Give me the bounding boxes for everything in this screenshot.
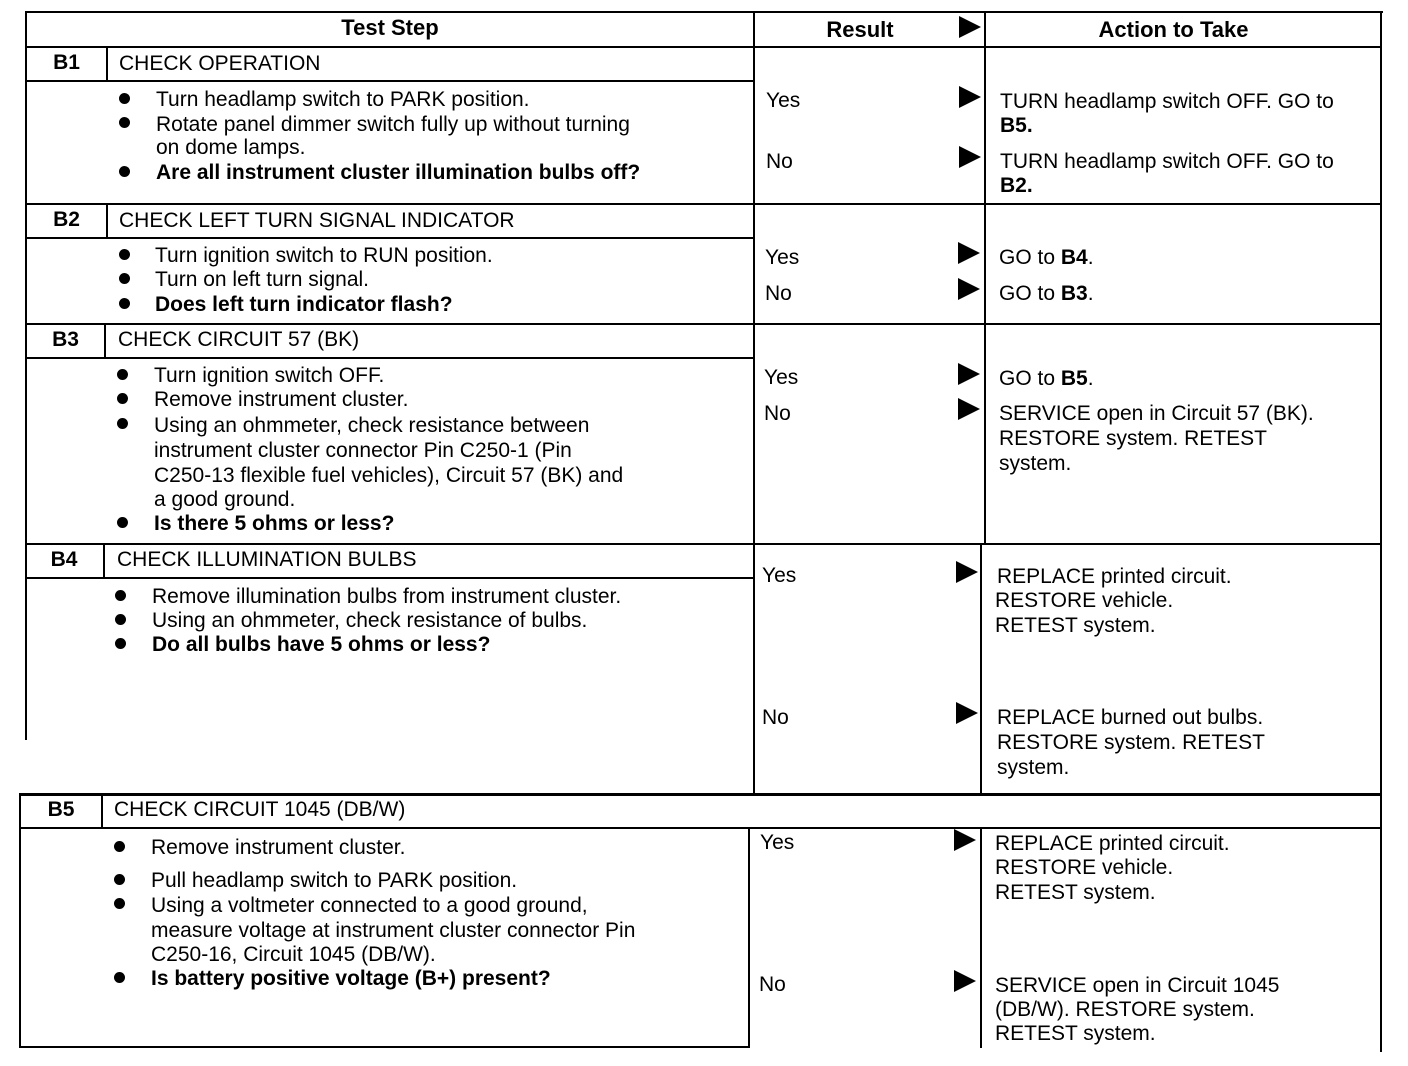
b2-action-no-suffix: .: [1087, 282, 1094, 305]
b4-title-divider: [25, 577, 754, 579]
b3-action-yes-prefix: GO to: [999, 367, 1061, 390]
b4-action-no: system.: [997, 756, 1070, 779]
bullet-icon: [119, 298, 130, 309]
b3-action-no: system.: [999, 452, 1072, 475]
bullet-icon: [115, 638, 126, 649]
bullet-icon: [117, 418, 128, 429]
bullet-icon: [115, 614, 126, 625]
bullet-icon: [117, 393, 128, 404]
b5-instruction: Pull headlamp switch to PARK position.: [151, 869, 518, 892]
b3-instruction: Remove instrument cluster.: [154, 388, 409, 411]
b2-action-yes-ref: B4: [1060, 246, 1088, 269]
b4-action-no: RESTORE system. RETEST: [997, 731, 1265, 754]
b2-question: Does left turn indicator flash?: [155, 293, 453, 316]
result-arrow-icon: [958, 278, 980, 300]
b5-title-divider: [19, 827, 1382, 829]
result-column-left-b5: [748, 828, 750, 1048]
row-divider-b3: [25, 323, 1382, 325]
b1-id-separator: [106, 47, 108, 81]
b3-instruction: Turn ignition switch OFF.: [154, 364, 385, 387]
step-id-b1: B1: [53, 51, 80, 74]
b1-title-divider: [25, 80, 754, 82]
table-left-border-lower: [19, 794, 21, 1048]
bullet-icon: [114, 898, 125, 909]
result-arrow-icon: [959, 146, 981, 168]
step-id-b4: B4: [50, 548, 78, 571]
action-column-left: [984, 11, 986, 545]
b1-action-yes-ref: B5.: [1000, 114, 1033, 137]
b3-result-no: No: [764, 402, 791, 425]
b4-instruction: Using an ohmmeter, check resistance of bulbs.: [152, 609, 588, 632]
bullet-icon: [117, 369, 128, 380]
b5-action-yes: RESTORE vehicle.: [995, 856, 1174, 879]
step-id-b2: B2: [53, 208, 80, 231]
b5-instruction: Remove instrument cluster.: [151, 836, 406, 859]
b3-instruction-cont: instrument cluster connector Pin C250-1 (Pin: [154, 439, 572, 462]
bullet-icon: [119, 166, 130, 177]
bullet-icon: [114, 841, 125, 852]
b3-instruction: Using an ohmmeter, check resistance between: [154, 414, 590, 437]
step-title-b3: CHECK CIRCUIT 57 (BK): [118, 328, 360, 351]
b3-action-no: SERVICE open in Circuit 57 (BK).: [999, 402, 1314, 425]
header-divider: [25, 46, 1382, 48]
b1-action-no: TURN headlamp switch OFF. GO to: [1000, 150, 1334, 173]
bullet-icon: [115, 590, 126, 601]
b2-result-no: No: [765, 282, 792, 305]
b1-instruction: Rotate panel dimmer switch fully up without turning: [156, 113, 630, 136]
b5-instruction-cont: measure voltage at instrument cluster connector Pin: [151, 919, 636, 942]
action-column-left-b4: [980, 545, 982, 795]
b5-result-no: No: [759, 973, 786, 996]
bullet-icon: [114, 972, 125, 983]
b4-action-yes: RESTORE vehicle.: [995, 589, 1174, 612]
b4-result-no: No: [762, 706, 789, 729]
b1-action-yes: TURN headlamp switch OFF. GO to: [1000, 90, 1334, 113]
b2-instruction: Turn ignition switch to RUN position.: [155, 244, 493, 267]
b5-instruction-cont: C250-16, Circuit 1045 (DB/W).: [151, 943, 436, 966]
b4-instruction: Remove illumination bulbs from instrument cluster.: [152, 585, 622, 608]
b1-question: Are all instrument cluster illumination bulbs off?: [156, 161, 641, 184]
b3-action-no: RESTORE system. RETEST: [999, 427, 1267, 450]
step-title-b2: CHECK LEFT TURN SIGNAL INDICATOR: [119, 209, 515, 232]
b2-title-divider: [25, 237, 754, 239]
b1-result-no: No: [766, 150, 793, 173]
b5-action-yes: RETEST system.: [995, 881, 1156, 904]
result-arrow-icon: [954, 829, 976, 851]
b4-action-no: REPLACE burned out bulbs.: [997, 706, 1264, 729]
b3-result-yes: Yes: [764, 366, 799, 389]
bullet-icon: [119, 117, 130, 128]
table-left-border-upper: [25, 11, 27, 740]
b1-instruction: Turn headlamp switch to PARK position.: [156, 88, 530, 111]
action-column-left-b5: [980, 828, 982, 1048]
header-action: Action to Take: [1098, 17, 1249, 42]
bullet-icon: [114, 874, 125, 885]
row-divider-b5: [19, 793, 1382, 796]
b5-action-no: RETEST system.: [995, 1022, 1156, 1045]
b1-action-no-ref: B2.: [1000, 174, 1033, 197]
b3-instruction-cont: a good ground.: [154, 488, 296, 511]
b2-action-yes-suffix: .: [1087, 246, 1094, 269]
result-arrow-icon: [956, 561, 978, 583]
b5-result-yes: Yes: [760, 831, 795, 854]
step-title-b4: CHECK ILLUMINATION BULBS: [117, 548, 417, 571]
bullet-icon: [119, 93, 130, 104]
result-arrow-icon: [959, 86, 981, 108]
bullet-icon: [117, 517, 128, 528]
b5-question: Is battery positive voltage (B+) present?: [151, 967, 551, 990]
b3-action-yes-suffix: .: [1087, 367, 1094, 390]
row-divider-b2: [25, 203, 1382, 205]
step-id-b5: B5: [47, 798, 75, 821]
b2-id-separator: [106, 204, 108, 238]
bullet-icon: [119, 249, 130, 260]
b2-action-no-ref: B3: [1060, 282, 1088, 305]
result-arrow-icon: [954, 970, 976, 992]
row-divider-b4: [25, 543, 1382, 545]
b3-question: Is there 5 ohms or less?: [154, 512, 395, 535]
b2-instruction: Turn on left turn signal.: [155, 268, 369, 291]
step-title-b5: CHECK CIRCUIT 1045 (DB/W): [114, 798, 406, 821]
header-arrow-icon: [959, 16, 981, 38]
result-column-left: [753, 11, 755, 795]
result-arrow-icon: [958, 398, 980, 420]
b5-id-separator: [101, 795, 103, 828]
b4-action-yes: RETEST system.: [995, 614, 1156, 637]
b2-action-no: [999, 282, 1094, 306]
b4-question: Do all bulbs have 5 ohms or less?: [152, 633, 491, 656]
result-arrow-icon: [956, 702, 978, 724]
b3-id-separator: [104, 324, 106, 358]
b4-action-yes: REPLACE printed circuit.: [997, 565, 1232, 588]
b2-action-yes-prefix: GO to: [999, 246, 1061, 269]
b3-action-yes-ref: B5: [1060, 367, 1088, 390]
b5-action-no: SERVICE open in Circuit 1045: [995, 974, 1280, 997]
header-result: Result: [826, 17, 894, 42]
b4-id-separator: [103, 544, 105, 578]
table-right-border: [1380, 11, 1382, 1052]
b5-action-yes: REPLACE printed circuit.: [995, 832, 1230, 855]
header-test-step: Test Step: [341, 15, 439, 40]
result-arrow-icon: [958, 363, 980, 385]
b5-instruction: Using a voltmeter connected to a good ground,: [151, 894, 588, 917]
b3-action-yes: [999, 367, 1094, 391]
bullet-icon: [119, 273, 130, 284]
b2-result-yes: Yes: [765, 246, 800, 269]
b5-action-no: (DB/W). RESTORE system.: [995, 998, 1255, 1021]
step-title-b1: CHECK OPERATION: [119, 52, 321, 75]
b1-instruction-cont: on dome lamps.: [156, 136, 306, 159]
b3-instruction-cont: C250-13 flexible fuel vehicles), Circuit 57 (BK) and: [154, 464, 624, 487]
result-arrow-icon: [958, 242, 980, 264]
b1-result-yes: Yes: [766, 89, 801, 112]
b4-result-yes: Yes: [762, 564, 797, 587]
b2-action-yes: [999, 246, 1094, 270]
b3-title-divider: [25, 357, 754, 359]
b2-action-no-prefix: GO to: [999, 282, 1061, 305]
step-id-b3: B3: [52, 328, 79, 351]
table-bottom-border: [19, 1046, 749, 1048]
